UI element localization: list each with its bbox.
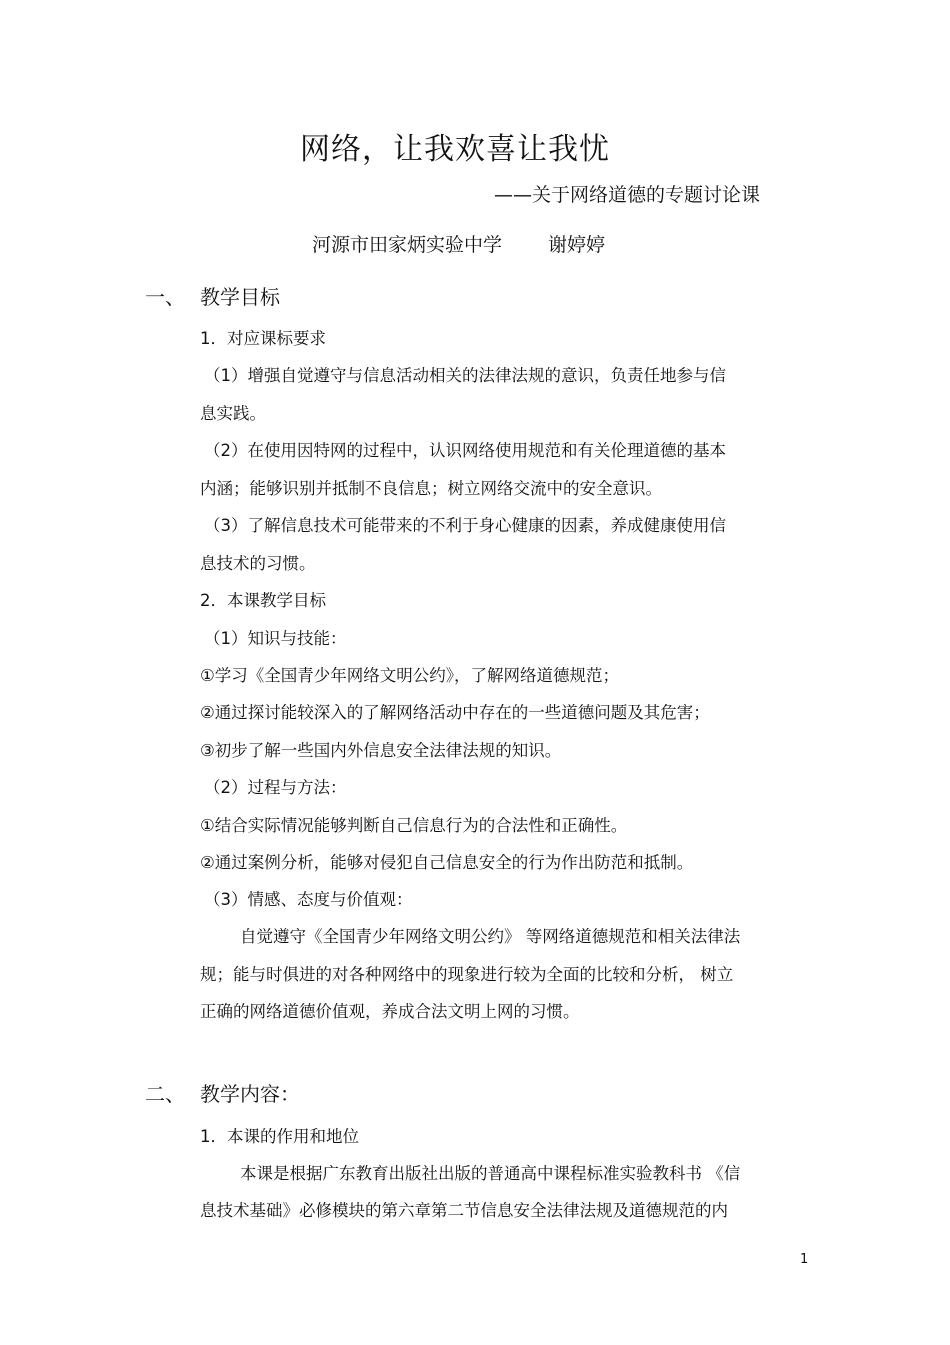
paragraph-line: （3）情感、态度与价值观： <box>204 890 413 909</box>
paragraph-line: 息技术基础》必修模块的第六章第二节信息安全法律法规及道德规范的内 <box>200 1201 728 1220</box>
paragraph-line: ②通过案例分析，能够对侵犯自己信息安全的行为作出防范和抵制。 <box>200 853 694 872</box>
paragraph-line: （2）在使用因特网的过程中，认识网络使用规范和有关伦理道德的基本 <box>204 441 726 460</box>
section-number: 一、 <box>145 285 185 309</box>
paragraph-line: ②通过探讨能较深入的了解网络活动中存在的一些道德问题及其危害； <box>200 703 710 722</box>
section-title: 教学内容： <box>200 1082 300 1106</box>
paragraph-line: ①学习《全国青少年网络文明公约》，了解网络道德规范； <box>200 666 620 685</box>
paragraph-line: ③初步了解一些国内外信息安全法律法规的知识。 <box>200 741 562 760</box>
paragraph-line: 本课是根据广东教育出版社出版的普通高中课程标准实验教科书 《信 <box>240 1164 741 1183</box>
paragraph-line: 息实践。 <box>200 404 266 423</box>
section-number: 二、 <box>145 1082 185 1106</box>
paragraph-line: 正确的网络道德价值观，养成合法文明上网的习惯。 <box>200 1002 580 1021</box>
paragraph-line: 自觉遵守《全国青少年网络文明公约》 等网络道德规范和相关法律法 <box>240 927 741 946</box>
paragraph-line: 息技术的习惯。 <box>200 554 316 573</box>
school-name: 河源市田家炳实验中学 <box>312 234 503 256</box>
author-name: 谢婷婷 <box>548 234 606 256</box>
page-number: 1 <box>800 1252 809 1267</box>
paragraph-line: （3）了解信息技术可能带来的不利于身心健康的因素，养成健康使用信 <box>204 516 726 535</box>
paragraph-line: 规；能与时俱进的对各种网络中的现象进行较为全面的比较和分析， 树立 <box>200 965 734 984</box>
author-line <box>312 230 605 257</box>
paragraph-line: （1）增强自觉遵守与信息活动相关的法律法规的意识，负责任地参与信 <box>204 366 726 385</box>
paragraph-line: 1．本课的作用和地位 <box>200 1127 359 1146</box>
paragraph-line: （1）知识与技能： <box>204 629 347 648</box>
paragraph-line: 内涵；能够识别并抵制不良信息；树立网络交流中的安全意识。 <box>200 479 662 498</box>
paragraph-line: 2．本课教学目标 <box>200 591 326 610</box>
section-title: 教学目标 <box>200 285 280 309</box>
paragraph-line: ①结合实际情况能够判断自己信息行为的合法性和正确性。 <box>200 816 628 835</box>
paragraph-line: 1．对应课标要求 <box>200 329 326 348</box>
document-subtitle: ——关于网络道德的专题讨论课 <box>494 184 761 206</box>
document-title: 网络，让我欢喜让我忧 <box>300 132 610 167</box>
paragraph-line: （2）过程与方法： <box>204 778 347 797</box>
